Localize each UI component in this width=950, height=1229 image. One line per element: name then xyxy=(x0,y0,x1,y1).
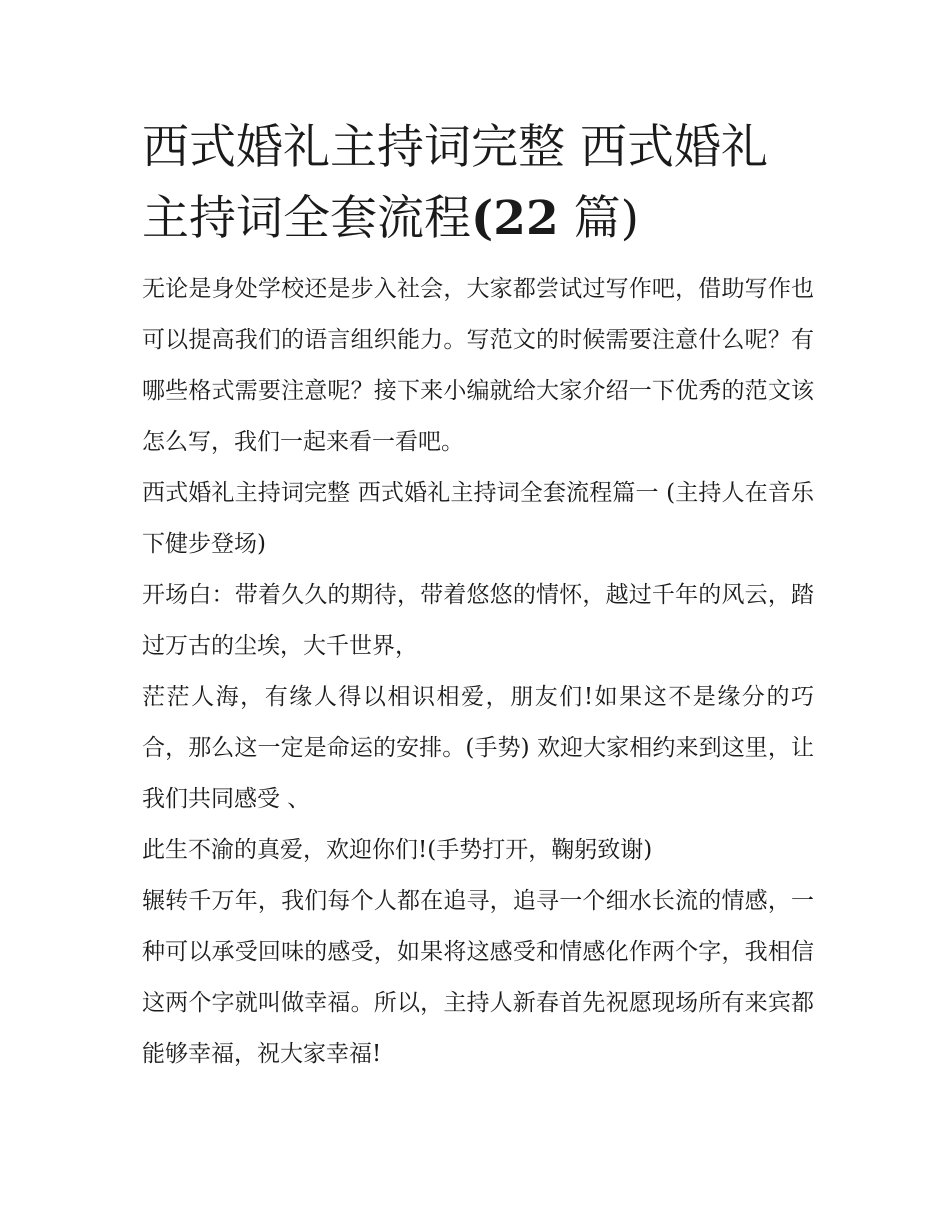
title-text: 西式婚礼主持词完整 西式婚礼主持词全套流程 xyxy=(142,120,768,246)
title-suffix: 篇) xyxy=(558,191,639,246)
title-count: (22 xyxy=(471,191,559,246)
document-page xyxy=(142,112,814,1080)
body-paragraph: 此生不渝的真爱，欢迎你们!(手势打开，鞠躬致谢) xyxy=(142,837,653,863)
body-paragraph: 辗转千万年，我们每个人都在追寻，追寻一个细水长流的情感，一种可以承受回味的感受，如果将这感受和情感化作两个字，我相信这两个字就叫做幸福。所以，主持人新春首先祝愿现场所有来宾都能够幸福，祝大家幸福! xyxy=(142,888,814,1067)
document-title xyxy=(142,112,814,254)
section-heading-paragraph: 西式婚礼主持词完整 西式婚礼主持词全套流程篇一 (主持人在音乐下健步登场) xyxy=(142,480,814,557)
body-paragraph: 茫茫人海，有缘人得以相识相爱，朋友们!如果这不是缘分的巧合，那么这一定是命运的安排。(手势) 欢迎大家相约来到这里，让我们共同感受 、 xyxy=(142,684,814,812)
intro-paragraph: 无论是身处学校还是步入社会，大家都尝试过写作吧，借助写作也可以提高我们的语言组织能力。写范文的时候需要注意什么呢？有哪些格式需要注意呢？接下来小编就给大家介绍一下优秀的范文该怎么写，我们一起来看一看吧。 xyxy=(142,276,814,455)
opening-paragraph: 开场白：带着久久的期待，带着悠悠的情怀，越过千年的风云，踏过万古的尘埃，大千世界， xyxy=(142,582,814,659)
